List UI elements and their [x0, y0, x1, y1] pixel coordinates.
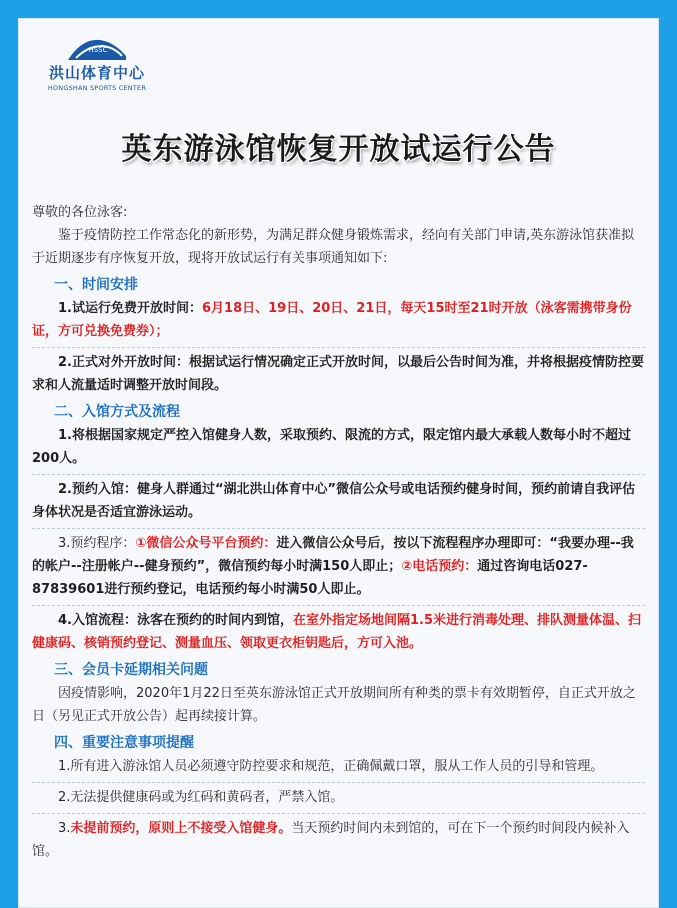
notice-content — [32, 201, 645, 863]
s2-item-4 — [32, 609, 645, 655]
logo-name-en: HONGSHAN SPORTS CENTER — [47, 84, 147, 92]
divider — [32, 605, 645, 606]
s1-item-2-label: 2.正式对外开放时间： — [58, 355, 189, 370]
hssc-logo — [42, 34, 152, 104]
greeting: 尊敬的各位泳客: — [32, 205, 128, 220]
s4-item-1: 1.所有进入游泳馆人员必须遵守防控要求和规范，正确佩戴口罩，服从工作人员的引导和管理。 — [58, 759, 604, 774]
s2-item-2-label: 2.预约入馆： — [58, 482, 137, 497]
s2-item-3-red-2: ②电话预约： — [401, 559, 478, 574]
s2-item-2 — [32, 478, 645, 524]
s2-item-3-red-1: ①微信公众号平台预约： — [135, 536, 277, 551]
s1-item-1-red: 6月18日、19日、20日、21日，每天15时至21时开放（泳客需携带身份证，方可兑换免费券）； — [32, 301, 632, 339]
s1-item-1 — [32, 297, 645, 343]
logo-mark-icon — [62, 34, 132, 64]
s1-item-2 — [32, 351, 645, 397]
s4-item-2: 2.无法提供健康码或为红码和黄码者，严禁入馆。 — [58, 790, 344, 805]
s2-item-3 — [32, 532, 645, 601]
page-title: 英东游泳馆恢复开放试运行公告 — [121, 132, 556, 167]
s4-item-3-text: 当天预约时间内未到馆的，可在下一个预约时间段内候补入馆。 — [32, 821, 630, 859]
divider — [32, 528, 645, 529]
divider — [32, 782, 645, 783]
s2-item-4-red: 在室外指定场地间隔1.5米进行消毒处理、排队测量体温、扫健康码、核销预约登记、测量血压、领取更衣柜钥匙后，方可入池。 — [32, 613, 642, 651]
section-heading-entry: 二、入馆方式及流程 — [54, 404, 180, 420]
divider — [32, 347, 645, 348]
s2-item-2-text: 健身人群通过“湖北洪山体育中心”微信公众号或电话预约健身时间，预约前请自我评估身体状况是否适宜游泳运动。 — [32, 482, 636, 520]
intro-paragraph: 鉴于疫情防控工作常态化的新形势，为满足群众健身锻炼需求，经向有关部门申请,英东游泳馆获准拟于近期逐步有序恢复开放，现将开放试运行有关事项通知如下: — [32, 228, 635, 266]
logo-name-cn: 洪山体育中心 — [48, 64, 145, 82]
divider — [32, 474, 645, 475]
s2-item-3-text-2: 通过咨询电话027-87839601进行预约登记，电话预约每小时满50人即止。 — [32, 559, 588, 597]
s2-item-4-label: 4.入馆流程： — [58, 613, 137, 628]
s2-item-1: 1.将根据国家规定严控入馆健身人数，采取预约、限流的方式，限定馆内最大承载人数每小时不超过200人。 — [32, 428, 631, 466]
notice-board — [18, 18, 659, 908]
s2-item-3-label: 3.预约程序： — [58, 536, 136, 551]
section-heading-membership: 三、会员卡延期相关问题 — [54, 662, 208, 678]
section-heading-time: 一、时间安排 — [54, 277, 138, 293]
section-heading-reminders: 四、重要注意事项提醒 — [54, 735, 194, 751]
s3-text: 因疫情影响，2020年1月22日至英东游泳馆正式开放期间所有种类的票卡有效期暂停，自正式开放之日（另见正式开放公告）起再续接计算。 — [32, 686, 636, 724]
s4-item-3-label: 3. — [58, 821, 71, 836]
s2-item-4-text: 泳客在预约的时间内到馆， — [136, 613, 293, 628]
s1-item-1-label: 1.试运行免费开放时间： — [58, 301, 202, 316]
s4-item-3 — [32, 817, 645, 863]
s1-item-2-text: 根据试运行情况确定正式开放时间，以最后公告时间为准，并将根据疫情防控要求和人流量适时调整开放时间段。 — [32, 355, 644, 393]
s2-item-3-text-1: 进入微信公众号后，按以下流程程序办理即可：“我要办理--我的帐户--注册帐户--健身预约”，微信预约每小时满150人即止； — [32, 536, 634, 574]
divider — [32, 813, 645, 814]
svg-text:HSSC: HSSC — [88, 46, 108, 54]
s4-item-3-red: 未提前预约，原则上不接受入馆健身。 — [70, 821, 292, 836]
